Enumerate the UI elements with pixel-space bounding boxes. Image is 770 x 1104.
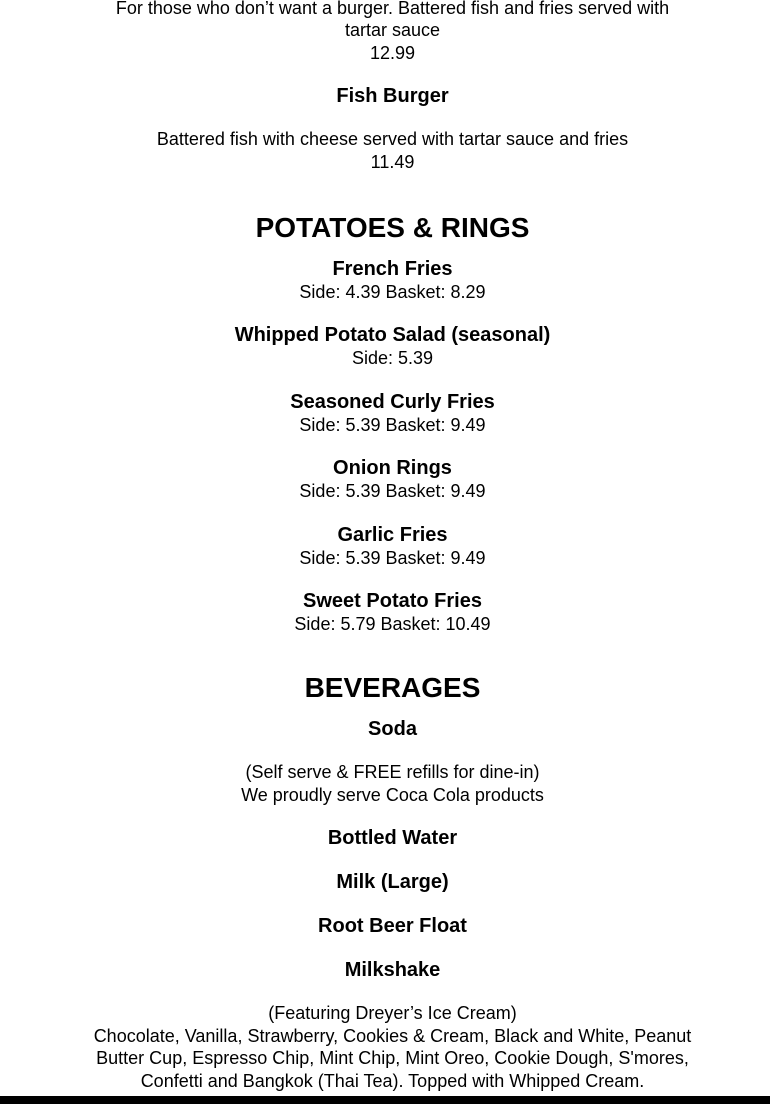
item-title: Sweet Potato Fries xyxy=(303,590,482,613)
item-note: (Featuring Dreyer’s Ice Cream) xyxy=(268,1003,517,1024)
item-title: Onion Rings xyxy=(333,457,452,480)
item-description: Battered fish with cheese served with tartar sauce and fries xyxy=(156,129,629,150)
bottom-bar xyxy=(0,1096,770,1104)
item-price: Side: 5.39 Basket: 9.49 xyxy=(299,414,486,435)
item-title: Bottled Water xyxy=(327,827,458,850)
item-title: French Fries xyxy=(332,258,453,281)
section-title-potatoes: POTATOES & RINGS xyxy=(255,212,530,244)
section-title-beverages: BEVERAGES xyxy=(304,672,481,704)
item-title: Seasoned Curly Fries xyxy=(290,390,495,413)
item-price: 12.99 xyxy=(369,42,416,63)
item-title-soda: Soda xyxy=(368,718,417,741)
item-price: 11.49 xyxy=(370,151,415,172)
item-price: Side: 5.39 Basket: 9.49 xyxy=(299,547,486,568)
item-title: Milk (Large) xyxy=(336,871,449,894)
item-price: Side: 5.79 Basket: 10.49 xyxy=(294,614,491,635)
item-title: Root Beer Float xyxy=(318,915,467,938)
item-price: Side: 5.39 Basket: 9.49 xyxy=(299,481,486,502)
item-note: (Self serve & FREE refills for dine-in) xyxy=(245,762,540,783)
item-title: Whipped Potato Salad (seasonal) xyxy=(234,324,551,347)
item-title-milkshake: Milkshake xyxy=(344,959,441,982)
item-note: We proudly serve Coca Cola products xyxy=(241,784,544,805)
item-description: Chocolate, Vanilla, Strawberry, Cookies & Cream, Black and White, Peanut Butter Cup, Espresso Chip, Mint Chip, Mint Oreo, Cookie Dough, S'mores, Confetti and Bangkok (Thai Tea). Topped with Whipped Cream. xyxy=(93,1025,692,1091)
item-description: For those who don’t want a burger. Battered fish and fries served with tartar sauce xyxy=(115,0,670,41)
item-title-fish-burger: Fish Burger xyxy=(336,85,449,108)
item-title: Garlic Fries xyxy=(337,523,448,546)
item-price: Side: 5.39 xyxy=(351,348,434,369)
item-price: Side: 4.39 Basket: 8.29 xyxy=(299,282,486,303)
menu-column xyxy=(78,0,693,1092)
